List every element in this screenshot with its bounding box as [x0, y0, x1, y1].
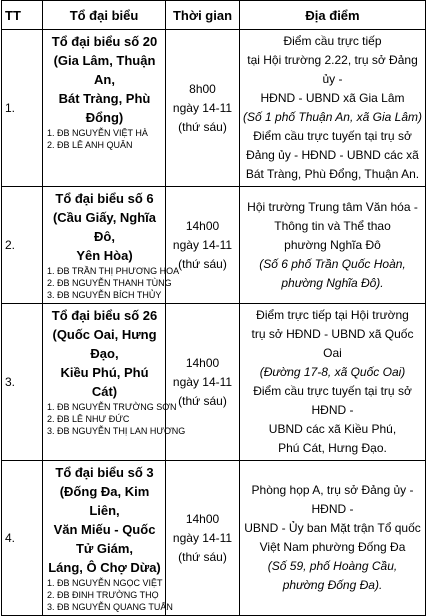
location-address: (Số 6 phố Trần Quốc Hoàn, — [259, 256, 406, 271]
member-name: 1. ĐB TRẦN THỊ PHƯƠNG HOA — [47, 266, 180, 276]
group-name: Tổ đại biểu số 20 — [51, 34, 158, 49]
time-line: 14h00 — [185, 511, 220, 526]
header-location: Địa điểm — [240, 1, 426, 30]
delegation-cell — [43, 461, 173, 616]
time-line: 8h00 — [189, 81, 216, 96]
group-area-line: Yên Hòa) — [76, 248, 133, 263]
member-name: 1. ĐB NGUYỄN NGỌC VIỆT — [47, 578, 163, 588]
header-delegation: Tổ đại biểu — [43, 1, 166, 30]
location-address: phường Đống Đa). — [282, 578, 383, 592]
time-line: ngày 14-11 — [172, 374, 233, 389]
member-name: 1. ĐB NGUYỄN VIỆT HÀ — [47, 128, 148, 138]
table-row — [2, 461, 426, 616]
location-address: (Số 1 phố Thuận An, xã Gia Lâm) — [243, 110, 422, 124]
location-line: Phú Cát, Hưng Đạo. — [278, 441, 387, 455]
header-time: Thời gian — [166, 1, 240, 30]
member-name: 1. ĐB NGUYỄN TRƯỜNG SƠN — [47, 402, 177, 412]
group-area-line: Láng, Ô Chợ Dừa) — [48, 560, 161, 575]
table-row — [2, 30, 426, 187]
row-number: 3. — [2, 304, 43, 461]
location-line: trụ sở HĐND - UBND xã Quốc Oai — [251, 327, 414, 360]
time-line: ngày 14-11 — [172, 530, 233, 545]
location-cell — [240, 187, 426, 304]
delegation-cell — [43, 187, 180, 304]
location-line: Đảng ủy - HĐND - UBND các xã — [246, 148, 419, 162]
delegation-cell — [43, 30, 166, 187]
group-name: Tổ đại biểu số 6 — [55, 191, 154, 206]
location-line: phường Nghĩa Đô — [284, 237, 381, 252]
time-line: ngày 14-11 — [172, 100, 233, 115]
group-area-line: (Quốc Oai, Hưng Đạo, — [52, 327, 157, 361]
location-line: Thông tin và Thể thao — [274, 218, 391, 233]
header-row — [2, 1, 426, 30]
member-name: 3. ĐB NGUYỄN QUANG TUẤN — [47, 602, 173, 612]
group-name: Tổ đại biểu số 3 — [55, 465, 154, 480]
location-address: phường Nghĩa Đô). — [281, 275, 384, 290]
table-row — [2, 187, 426, 304]
member-name: 3. ĐB NGUYỄN BÍCH THỦY — [47, 290, 162, 300]
location-line: Điểm cầu trực tuyến tại trụ sở — [253, 129, 412, 143]
row-number: 2. — [2, 187, 43, 304]
time-line: ngày 14-11 — [172, 237, 233, 252]
delegation-schedule-table — [1, 0, 426, 616]
group-area-line: Kiều Phú, Phú Cát) — [60, 365, 149, 399]
location-cell — [240, 30, 426, 187]
location-address: (Đường 17-8, xã Quốc Oai) — [259, 365, 406, 379]
row-number: 1. — [2, 30, 43, 187]
delegation-cell — [43, 304, 186, 461]
location-line: UBND - Ủy ban Mặt trận Tổ quốc — [244, 521, 421, 535]
group-area-line: (Gia Lâm, Thuận An, — [53, 53, 156, 87]
location-cell — [240, 304, 426, 461]
member-name: 2. ĐB LÊ NHƯ ĐỨC — [47, 414, 130, 424]
location-line: Điểm trực tiếp tại Hội trường — [256, 308, 409, 322]
time-cell — [166, 461, 240, 616]
location-line: Việt Nam phường Đống Đa — [259, 540, 406, 554]
table-row — [2, 304, 426, 461]
time-cell — [166, 304, 240, 461]
time-line: 14h00 — [185, 355, 220, 370]
time-line: (thứ sáu) — [178, 256, 227, 271]
location-line: Hội trường Trung tâm Văn hóa - — [247, 199, 418, 214]
location-line: UBND các xã Kiều Phú, — [268, 422, 397, 436]
member-name: 2. ĐB ĐINH TRƯỜNG THỌ — [47, 590, 159, 600]
location-address: (Số 59, phố Hoàng Cầu, — [267, 559, 398, 573]
time-line: (thứ sáu) — [178, 393, 227, 408]
location-line: Phòng họp A, trụ sở Đảng ủy - HĐND - — [251, 483, 414, 516]
time-line: (thứ sáu) — [178, 119, 227, 134]
group-area-line: Bát Tràng, Phù Đổng) — [58, 91, 151, 125]
member-name: 2. ĐB NGUYỄN THANH TÙNG — [47, 278, 172, 288]
time-cell — [166, 187, 240, 304]
location-cell — [240, 461, 426, 616]
time-cell — [166, 30, 240, 187]
group-area-line: Văn Miếu - Quốc Tử Giám, — [53, 522, 156, 556]
member-name: 2. ĐB LÊ ANH QUÂN — [47, 140, 133, 150]
member-name: 3. ĐB NGUYỄN THỊ LAN HƯƠNG — [47, 426, 186, 436]
location-line: tại Hội trường 2.22, trụ sở Đảng ủy - — [247, 53, 418, 86]
group-area-line: (Đống Đa, Kim Liên, — [59, 484, 150, 518]
location-line: Bát Tràng, Phù Đổng, Thuận An. — [245, 167, 420, 181]
location-line: Điểm cầu trực tiếp — [283, 34, 382, 48]
time-line: (thứ sáu) — [178, 549, 227, 564]
group-name: Tổ đại biểu số 26 — [51, 308, 158, 323]
time-line: 14h00 — [185, 218, 220, 233]
location-line: Điểm cầu trực tuyến tại trụ sở HĐND - — [253, 384, 412, 417]
header-tt: TT — [2, 1, 43, 30]
row-number: 4. — [2, 461, 43, 616]
group-area-line: (Cầu Giấy, Nghĩa Đô, — [52, 210, 157, 244]
location-line: HĐND - UBND xã Gia Lâm — [260, 91, 405, 105]
